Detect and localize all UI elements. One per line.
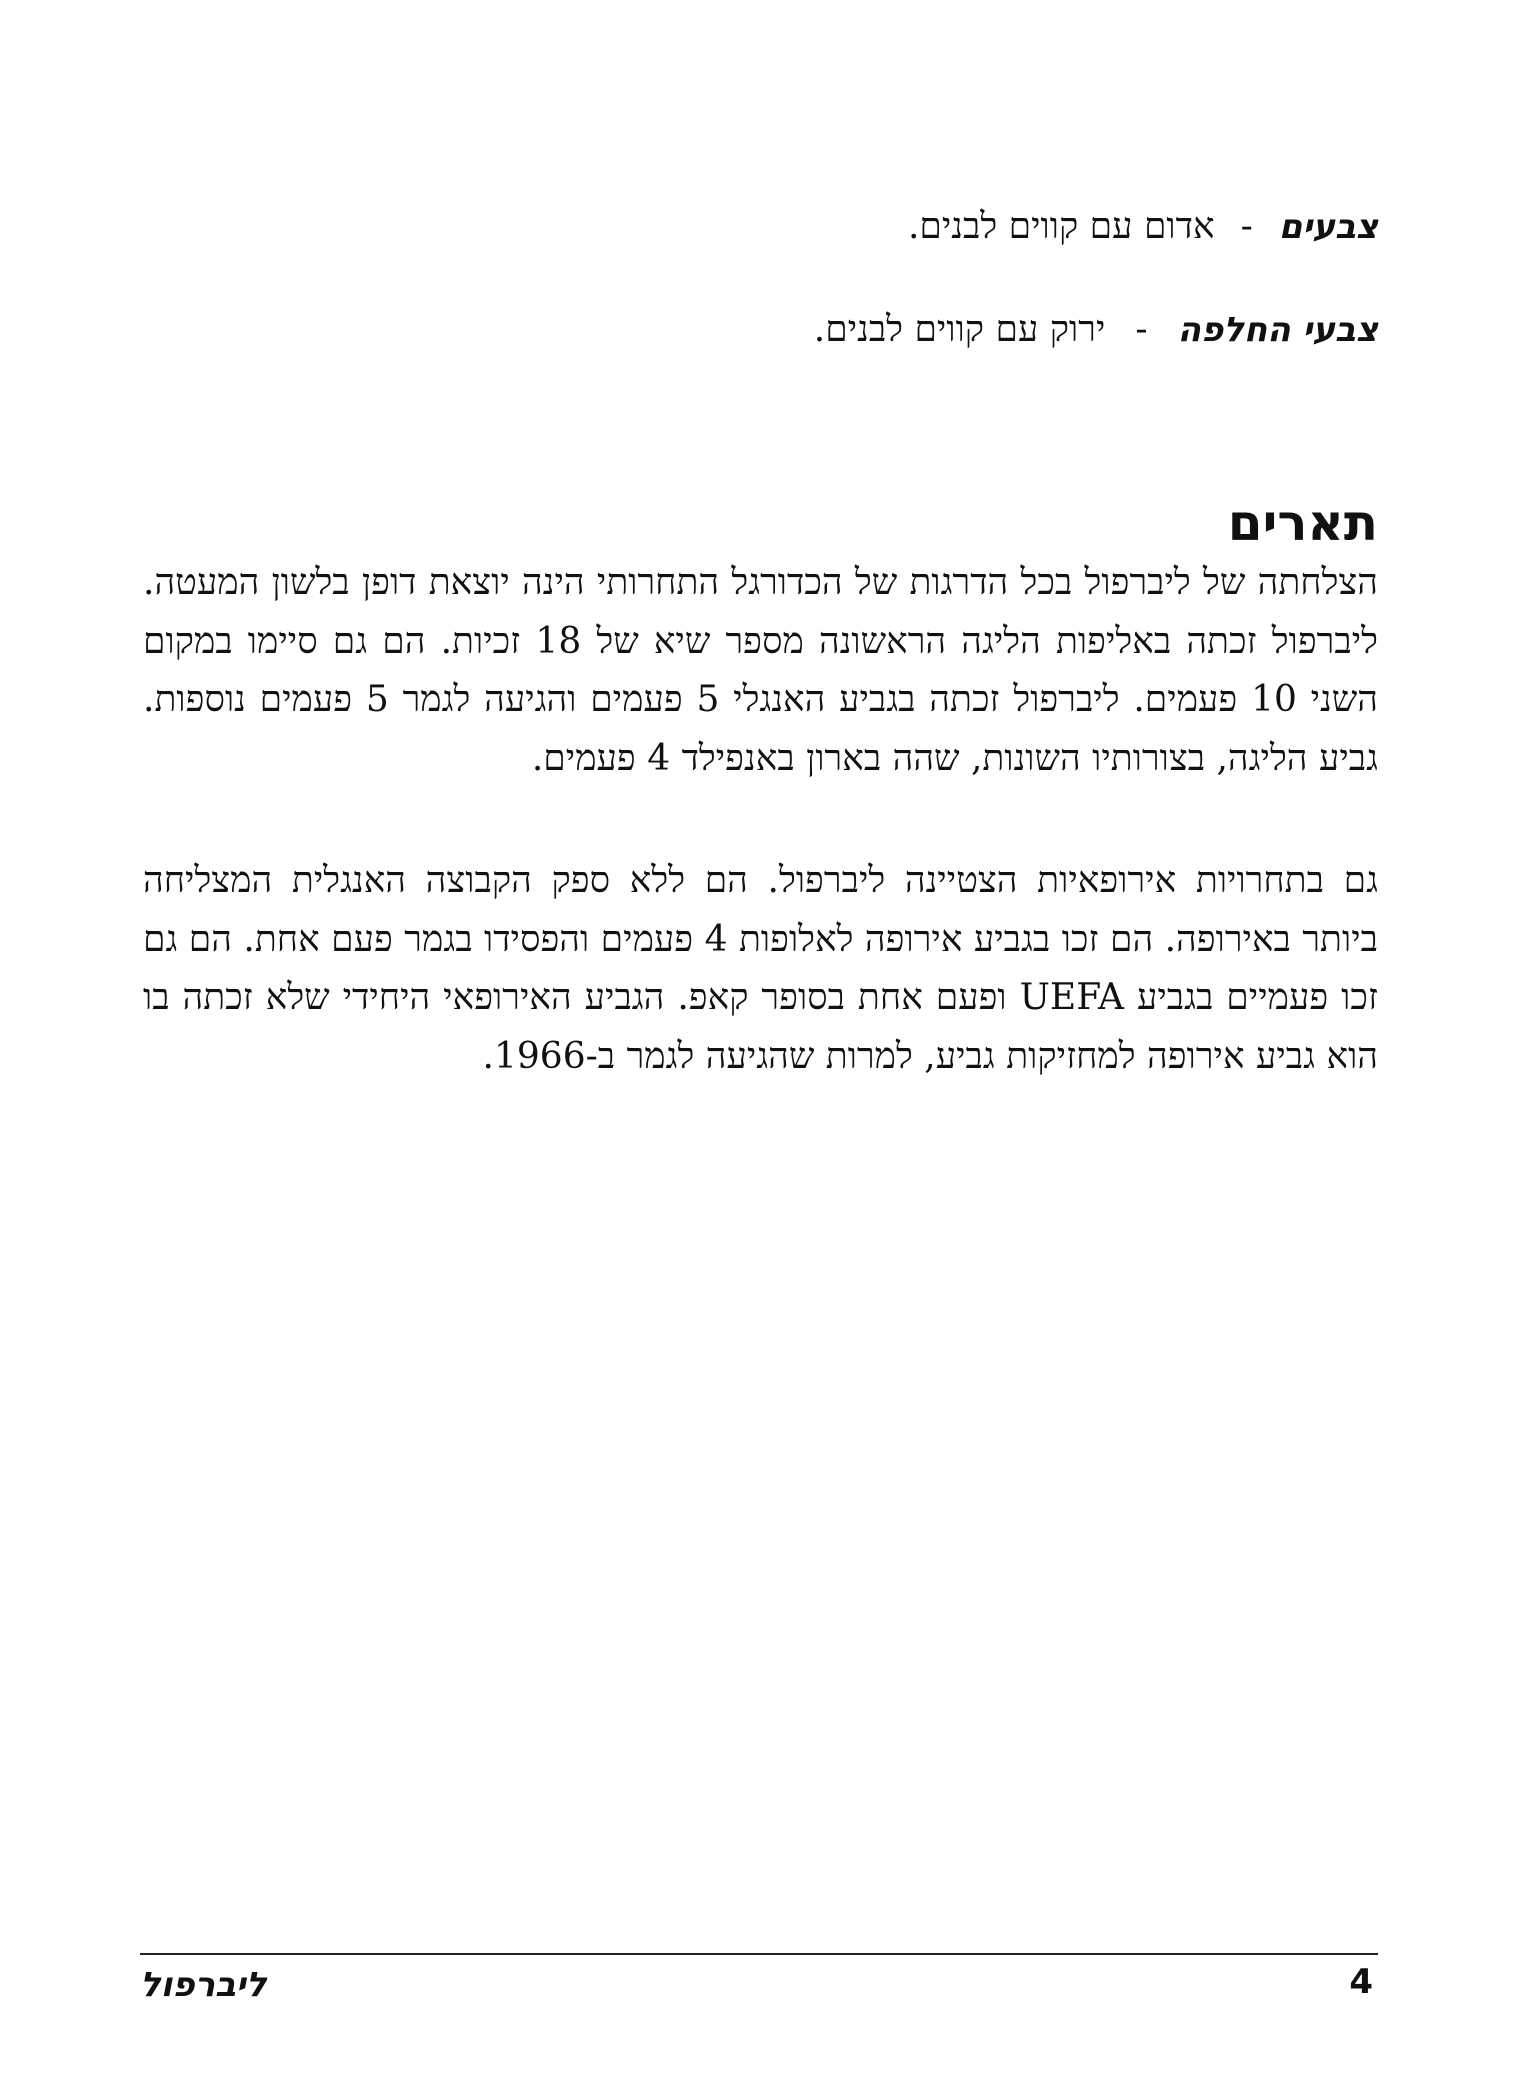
away-colors-value: ירוק עם קווים לבנים. — [813, 309, 1106, 350]
titles-heading: תארים — [1227, 494, 1378, 552]
team-colors-separator: - — [1240, 206, 1253, 247]
team-colors-label: צבעים — [1278, 207, 1378, 247]
titles-paragraph-european: גם בתחרויות אירופאיות הצטיינה ליברפול. הם ללא ספק הקבוצה האנגלית המצליחה ביותר באירופה. הם זכו בגביע אירופה לאלופות 4 פעמים והפסידו בגמר פעם אחת. הם גם זכו פעמיים בגביע UEFA ופעם אחת בסופר קאפ. הגביע האירופאי היחידי שלא זכתה בו הוא גביע אירופה למחזיקות גביע, למרות שהגיעה לגמר ב-1966. — [143, 860, 1378, 1077]
page-number: 4 — [1349, 1962, 1373, 2002]
away-colors-row — [814, 308, 1378, 350]
running-footer-title: ליברפול — [140, 1965, 267, 2005]
away-colors-label: צבעי החלפה — [1177, 310, 1378, 350]
team-colors-value: אדום עם קווים לבנים. — [907, 206, 1215, 247]
titles-paragraph-domestic: הצלחתה של ליברפול בכל הדרגות של הכדורגל התחרותי הינה יוצאת דופן בלשון המעטה. ליברפול זכתה באליפות הליגה הראשונה מספר שיא של 18 זכיות. הם גם סיימו במקום השני 10 פעמים. ליברפול זכתה בגביע האנגלי 5 פעמים והגיעה לגמר 5 פעמים נוספות. גביע הליגה, בצורותיו השונות, שהה בארון באנפילד 4 פעמים. — [143, 562, 1378, 779]
footer-divider — [140, 1953, 1378, 1955]
away-colors-separator: - — [1135, 309, 1148, 350]
team-colors-row — [908, 205, 1378, 247]
